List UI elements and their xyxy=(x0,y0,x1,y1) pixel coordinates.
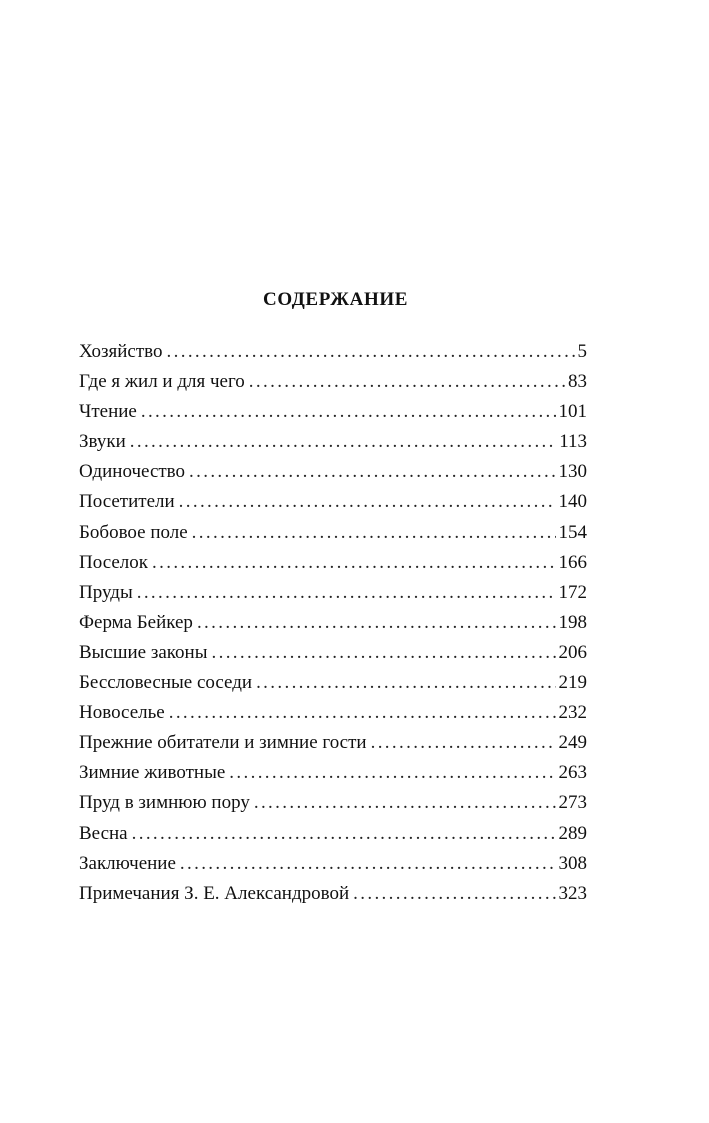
toc-entry-label: Весна xyxy=(79,822,128,844)
toc-entry-label: Хозяйство xyxy=(79,341,163,362)
toc-entry[interactable] xyxy=(79,608,587,638)
toc-entry[interactable] xyxy=(79,788,587,818)
toc-entry[interactable] xyxy=(79,548,587,578)
toc-entry-label: Зимние животные xyxy=(79,762,226,784)
toc-entry-page: 198 xyxy=(558,611,587,633)
toc-entry-page: 140 xyxy=(558,491,587,513)
toc-entry[interactable] xyxy=(79,367,587,397)
toc-dot-leader xyxy=(249,367,565,397)
toc-entry-label: Где я жил и для чего xyxy=(79,371,245,393)
toc-dot-leader xyxy=(254,788,556,818)
toc-entry[interactable] xyxy=(79,397,587,427)
toc-entry-label: Одиночество xyxy=(79,461,186,483)
toc-entry-label: Заключение xyxy=(79,852,176,874)
toc-dot-leader xyxy=(189,457,555,487)
toc-entry-label: Чтение xyxy=(79,401,137,423)
toc-entry-label: Ферма Бейкер xyxy=(79,611,193,633)
toc-dot-leader xyxy=(256,668,555,698)
toc-entry-label: Примечания З. Е. Александровой xyxy=(79,882,350,904)
toc-dot-leader xyxy=(229,758,555,788)
toc-entry-label: Бобовое поле xyxy=(79,521,188,543)
toc-entry-page: 263 xyxy=(558,762,587,784)
toc-entry-page: 323 xyxy=(558,882,587,904)
toc-entry-label: Прежние обитатели и зимние гости xyxy=(79,732,367,754)
toc-entry-page: 166 xyxy=(558,551,587,573)
toc-entry-label: Звуки xyxy=(79,431,126,453)
toc-entry-page: 219 xyxy=(558,672,587,694)
toc-entry-label: Новоселье xyxy=(79,702,165,724)
toc-dot-leader xyxy=(192,518,556,548)
toc-entry[interactable] xyxy=(79,427,587,457)
toc-dot-leader xyxy=(167,337,575,367)
toc-dot-leader xyxy=(180,849,556,879)
toc-dot-leader xyxy=(169,698,556,728)
toc-entry-page: 206 xyxy=(558,641,587,663)
toc-entry[interactable] xyxy=(79,487,587,517)
toc-entry[interactable] xyxy=(79,518,587,548)
toc-entry-page: 249 xyxy=(558,732,587,754)
toc-entry[interactable] xyxy=(79,578,587,608)
toc-entry[interactable] xyxy=(79,698,587,728)
toc-dot-leader xyxy=(212,638,556,668)
toc-title: СОДЕРЖАНИЕ xyxy=(263,289,408,310)
toc-dot-leader xyxy=(371,728,556,758)
toc-dot-leader xyxy=(137,578,556,608)
toc-entry-label: Пруды xyxy=(79,581,133,603)
toc-entry-page: 101 xyxy=(558,401,587,423)
toc-dot-leader xyxy=(179,487,556,517)
toc-entry-page: 308 xyxy=(558,852,587,874)
toc-entry-page: 232 xyxy=(558,702,587,724)
toc-dot-leader xyxy=(197,608,556,638)
toc-entry[interactable] xyxy=(79,879,587,909)
toc-entry[interactable] xyxy=(79,819,587,849)
toc-entry-page: 130 xyxy=(558,461,587,483)
toc-entry-page: 113 xyxy=(559,431,587,453)
toc-entry-page: 154 xyxy=(558,521,587,543)
toc-entry-label: Поселок xyxy=(79,551,149,573)
toc-list xyxy=(79,337,587,909)
toc-dot-leader xyxy=(353,879,555,909)
toc-entry-label: Посетители xyxy=(79,491,175,513)
toc-entry[interactable] xyxy=(79,638,587,668)
toc-entry-label: Высшие законы xyxy=(79,641,208,663)
toc-dot-leader xyxy=(132,819,556,849)
toc-entry[interactable] xyxy=(79,728,587,758)
toc-entry-page: 5 xyxy=(577,341,587,362)
toc-entry-label: Бессловесные соседи xyxy=(79,672,253,694)
toc-entry-label: Пруд в зимнюю пору xyxy=(79,792,250,814)
toc-dot-leader xyxy=(141,397,556,427)
toc-entry-page: 172 xyxy=(558,581,587,603)
toc-dot-leader xyxy=(130,427,556,457)
toc-entry-page: 273 xyxy=(558,792,587,814)
toc-dot-leader xyxy=(152,548,555,578)
toc-entry[interactable] xyxy=(79,758,587,788)
toc-entry-page: 83 xyxy=(568,371,587,393)
toc-entry-page: 289 xyxy=(558,822,587,844)
toc-entry[interactable] xyxy=(79,668,587,698)
toc-entry[interactable] xyxy=(79,849,587,879)
toc-entry[interactable] xyxy=(79,457,587,487)
toc-entry[interactable] xyxy=(79,337,587,367)
